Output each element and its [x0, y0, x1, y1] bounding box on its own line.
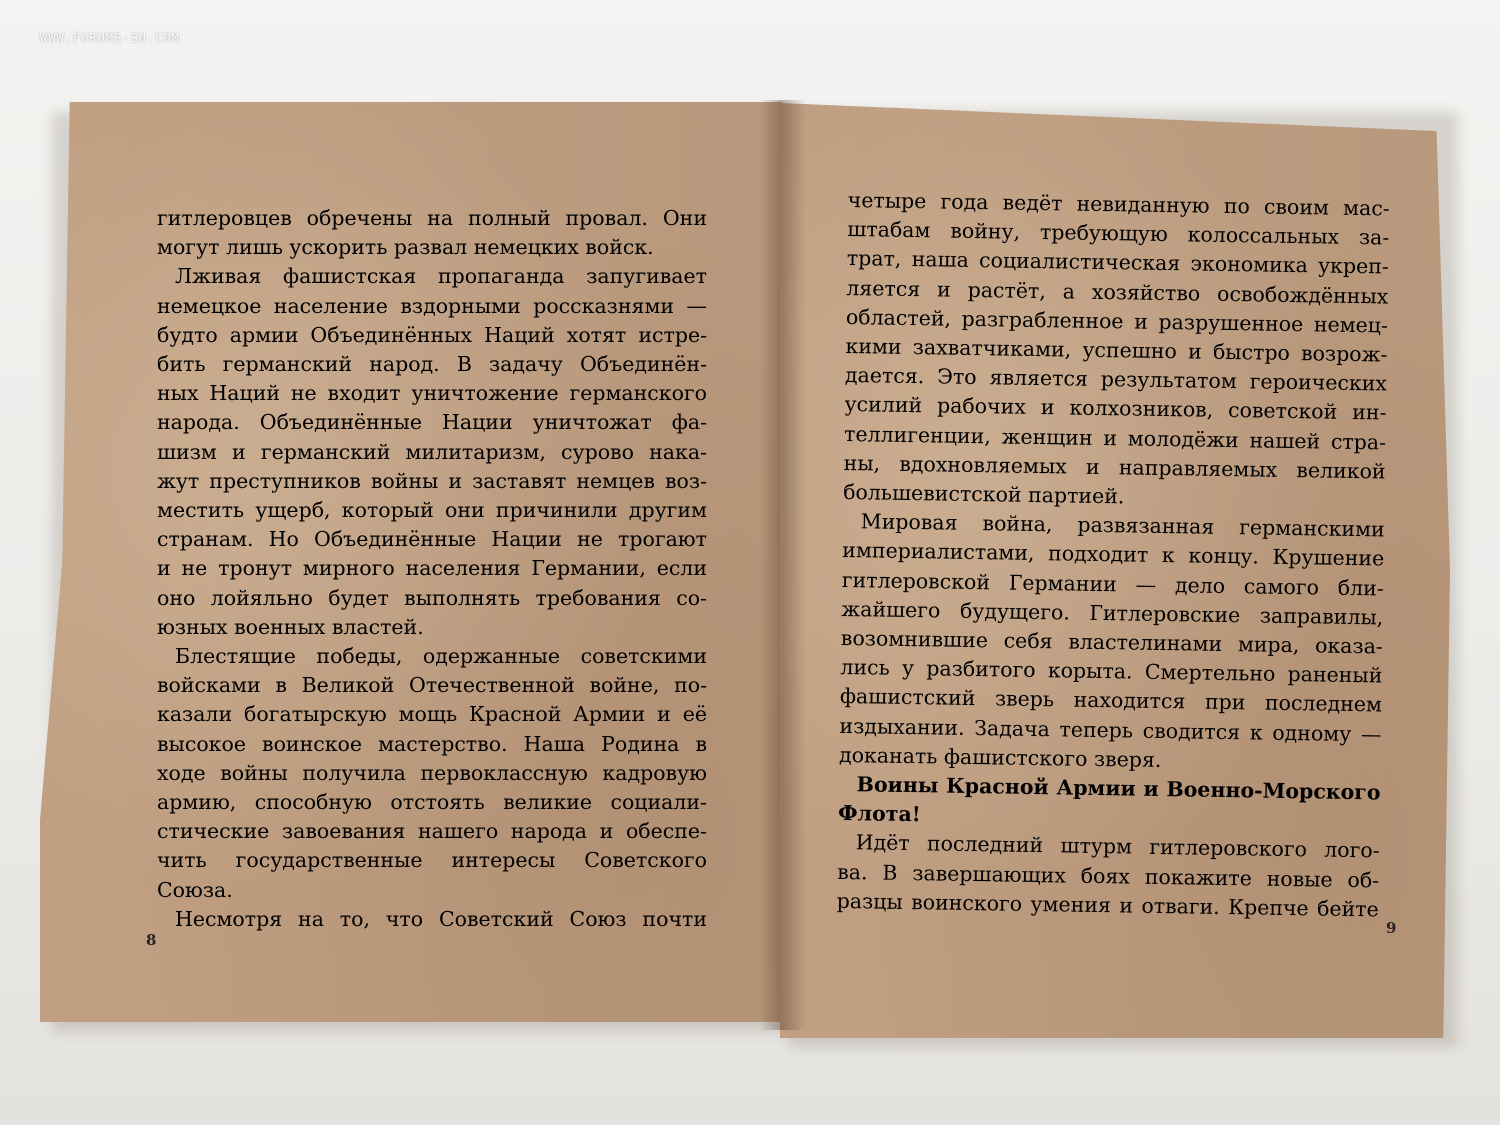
left-page-text	[157, 204, 707, 934]
text-line: местить ущерб, который они причинили другим	[157, 498, 707, 523]
text-line: четыре года ведёт невиданную по своим мас-	[847, 187, 1390, 221]
text-line: оно лойяльно будет выполнять требования со-	[157, 585, 707, 610]
text-line: казали богатырскую мощь Красной Армии и её	[157, 702, 707, 727]
book-gutter	[760, 100, 806, 1030]
text-line: Лживая фашистская пропаганда запугивает	[175, 264, 707, 289]
text-line: фашистский зверь находится при последнем	[839, 684, 1383, 717]
text-line: жайшего будущего. Гитлеровские заправилы,	[841, 596, 1384, 630]
text-line: Союза.	[157, 877, 233, 902]
text-line: и не тронут мирного населения Германии, если	[157, 556, 707, 581]
text-line: ва. В завершающих боях покажите новые об-	[837, 859, 1380, 893]
text-line: областей, разграбленное и разрушенное немец-	[845, 304, 1389, 338]
text-line: странам. Но Объединённые Нации не трогают	[157, 527, 707, 552]
text-line: ны, вдохновляемых и направляемых великой	[843, 450, 1386, 484]
right-page-text	[837, 186, 1390, 925]
text-line: народа. Объединённые Нации уничтожат фа-	[157, 410, 707, 435]
text-line: штабам войну, требующую колоссальных за-	[847, 217, 1390, 250]
text-line: стические завоевания нашего народа и обеспе-	[157, 819, 707, 844]
text-line: будто армии Объединённых Наций хотят истре-	[157, 322, 707, 347]
text-line: кими захватчиками, успешно и быстро возрож-	[845, 333, 1388, 367]
text-line: возомнившие себя властелинами мира, оказа-	[840, 625, 1384, 659]
text-line: войсками в Великой Отечественной войне, по-	[157, 673, 707, 698]
text-line: Блестящие победы, одержанные советскими	[175, 644, 707, 669]
text-line: доканать фашистского зверя.	[838, 742, 1162, 772]
text-line: немецкое население вздорными россказнями —	[157, 293, 707, 318]
text-line: гитлеровцев обречены на полный провал. Они	[157, 206, 707, 230]
text-line: усилий рабочих и колхозников, советской ин-	[844, 392, 1387, 425]
text-line: разцы воинского умения и отваги. Крепче бейте	[836, 888, 1379, 922]
text-line: Идёт последний штурм гитлеровского лого-	[855, 830, 1380, 863]
text-line: жут преступников войны и заставят немцев воз-	[157, 468, 707, 493]
text-line: издыхании. Задача теперь сводится к одному —	[839, 713, 1382, 747]
watermark: WWW.FORUMS-SU.COM	[40, 31, 180, 45]
text-line: Воины Красной Армии и Военно-Морского	[856, 772, 1381, 805]
text-line: могут лишь ускорить развал немецких войск.	[157, 235, 654, 260]
text-line: Мировая война, развязанная германскими	[860, 509, 1385, 542]
text-line: чить государственные интересы Советского	[157, 848, 707, 873]
text-line: бить германский народ. В задачу Объединён-	[157, 352, 707, 377]
text-line: Флота!	[837, 801, 921, 827]
text-line: лись у разбитого корыта. Смертельно раненый	[840, 655, 1383, 688]
text-line: гитлеровской Германии — дело самого бли-	[841, 567, 1384, 601]
text-line: шизм и германский милитаризм, сурово нака-	[157, 439, 707, 464]
text-line: высокое воинское мастерство. Наша Родина в	[157, 731, 707, 756]
text-line: теллигенции, женщин и молодёжи нашей стра-	[843, 421, 1387, 455]
text-line: юзных военных властей.	[157, 614, 424, 639]
text-line: ходе войны получила первоклассную кадровую	[157, 760, 707, 785]
text-line: ляется и растёт, а хозяйство освобождённых	[846, 275, 1389, 309]
text-line: трат, наша социалистическая экономика укреп-	[846, 246, 1389, 279]
page-number-left: 8	[146, 931, 157, 949]
text-line: армию, способную отстоять великие социали-	[157, 790, 707, 815]
page-number-right: 9	[1386, 919, 1397, 937]
text-line: большевистской партией.	[843, 479, 1125, 509]
text-line: дается. Это является результатом героических	[844, 363, 1388, 396]
text-line: Несмотря на то, что Советский Союз почти	[175, 906, 707, 931]
text-line: ных Наций не входит уничтожение германского	[157, 381, 707, 406]
text-line: империалистами, подходит к концу. Крушение	[842, 538, 1385, 571]
